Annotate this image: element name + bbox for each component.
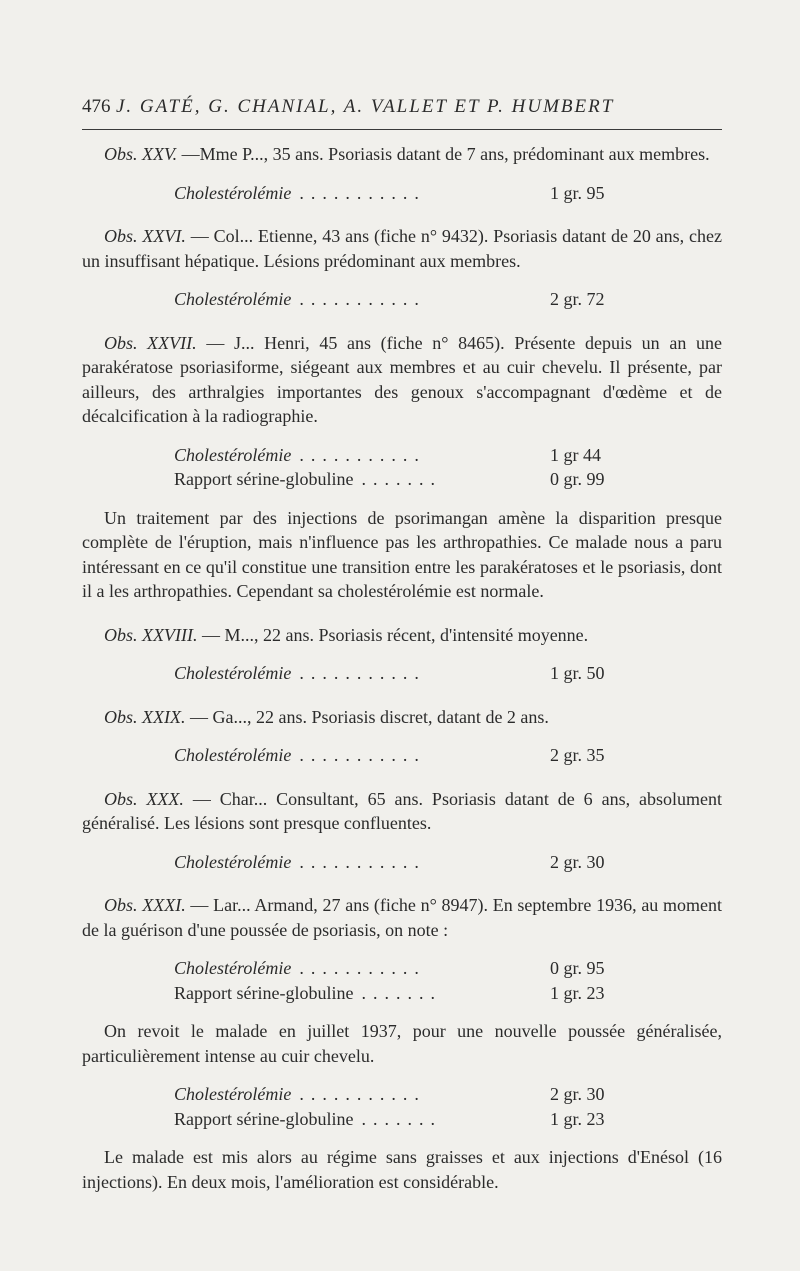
observation-26: [82, 224, 722, 273]
rapport-row: [174, 981, 642, 1006]
header-rule: [82, 129, 722, 130]
leader-dots: ...........: [299, 745, 426, 765]
cholesterol-row: [174, 181, 642, 206]
measure-label: Cholestérolémie: [174, 1084, 292, 1104]
observation-27-paragraph: Un traitement par des injections de psorimangan amène la disparition presque complète de l'éruption, mais n'influence pas les arthropathies. Ce malade nous a paru intéressant en ce qu'il constitue une transition entre les parakératoses et le psoriasis, dont il a les arthropathies. Cependant sa cholestérolémie est normale.: [82, 507, 722, 601]
cholesterol-row: [174, 850, 642, 875]
rapport-row: [174, 1107, 642, 1132]
leader-dots: ...........: [299, 289, 426, 309]
cholesterol-row: [174, 287, 642, 312]
measure-value: 1 gr. 23: [550, 1108, 605, 1129]
cholesterol-row: [174, 443, 642, 468]
measure-label: Rapport sérine-globuline: [174, 1108, 354, 1129]
observation-label: Obs. XXX.: [104, 788, 184, 809]
measure-value: 1 gr. 50: [550, 663, 605, 683]
leader-dots: ...........: [299, 444, 426, 465]
page-body: [82, 142, 722, 1194]
measure-label: Rapport sérine-globuline: [174, 982, 354, 1003]
measure-value: 2 gr. 30: [550, 1084, 605, 1104]
observation-29: [82, 705, 722, 730]
measure-value: 0 gr. 99: [550, 469, 605, 489]
measure-label: Cholestérolémie: [174, 745, 292, 765]
observation-label: Obs. XXVII.: [104, 332, 197, 353]
measure-label: Rapport sérine-globuline: [174, 469, 354, 489]
observation-text: — Col... Etienne, 43 ans (fiche n° 9432). Psoriasis datant de 20 ans, chez un insuffisant hépatique. Lésions prédominant aux membres.: [82, 226, 722, 271]
observation-31-paragraph-2: Le malade est mis alors au régime sans graisses et aux injections d'Enésol (16 injections). En deux mois, l'amélioration est considérable.: [82, 1147, 722, 1192]
leader-dots: ...........: [299, 851, 426, 872]
observation-text: — Ga..., 22 ans. Psoriasis discret, datant de 2 ans.: [185, 706, 549, 727]
measure-label: Cholestérolémie: [174, 182, 292, 203]
measure-value: 2 gr. 35: [550, 745, 605, 765]
cholesterol-row: [174, 661, 642, 686]
observation-30: [82, 787, 722, 836]
leader-dots: .......: [361, 469, 442, 489]
leader-dots: ...........: [299, 182, 426, 203]
measure-label: Cholestérolémie: [174, 444, 292, 465]
leader-dots: ...........: [299, 663, 426, 683]
observation-label: Obs. XXVIII.: [104, 624, 198, 645]
observation-25: [82, 142, 722, 167]
cholesterol-row: [174, 743, 642, 768]
page-header: [82, 96, 722, 126]
measure-value: 2 gr. 72: [550, 289, 605, 309]
observation-text: —Mme P..., 35 ans. Psoriasis datant de 7 ans, prédominant aux membres.: [177, 144, 710, 164]
leader-dots: ...........: [299, 958, 426, 978]
running-head: J. GATÉ, G. CHANIAL, A. VALLET ET P. HUMBERT: [116, 96, 615, 117]
observation-text: — J... Henri, 45 ans (fiche n° 8465). Présente depuis un an une parakératose psoriasiforme, siégeant aux membres et au cuir chevelu. Il présente, par ailleurs, des arthralgies importantes des genoux s'accompagnant d'œdème et de décalcification à la radiographie.: [82, 332, 722, 426]
measure-value: 1 gr. 23: [550, 982, 605, 1003]
cholesterol-row: [174, 1082, 642, 1107]
measure-value: 1 gr. 95: [550, 182, 605, 203]
leader-dots: .......: [361, 982, 442, 1003]
cholesterol-row: [174, 956, 642, 981]
measure-value: 0 gr. 95: [550, 958, 605, 978]
measure-value: 1 gr 44: [550, 444, 601, 465]
observation-label: Obs. XXVI.: [104, 226, 186, 246]
measure-label: Cholestérolémie: [174, 663, 292, 683]
leader-dots: ...........: [299, 1084, 426, 1104]
page-number: 476: [82, 96, 111, 117]
observation-28: [82, 623, 722, 648]
rapport-row: [174, 467, 642, 492]
leader-dots: .......: [361, 1108, 442, 1129]
measure-label: Cholestérolémie: [174, 851, 292, 872]
measure-label: Cholestérolémie: [174, 289, 292, 309]
observation-text: — M..., 22 ans. Psoriasis récent, d'intensité moyenne.: [197, 624, 589, 645]
observation-label: Obs. XXV.: [104, 144, 178, 164]
observation-label: Obs. XXXI.: [104, 895, 186, 915]
measure-label: Cholestérolémie: [174, 958, 292, 978]
measure-value: 2 gr. 30: [550, 851, 605, 872]
observation-27: [82, 331, 722, 429]
observation-31-paragraph-1: On revoit le malade en juillet 1937, pour une nouvelle poussée généralisée, particulièrement intense au cuir chevelu.: [82, 1021, 722, 1066]
observation-31: [82, 893, 722, 942]
observation-label: Obs. XXIX.: [104, 706, 186, 727]
observation-text: — Char... Consultant, 65 ans. Psoriasis datant de 6 ans, absolument généralisé. Les lésions sont presque confluentes.: [82, 788, 722, 833]
observation-text: — Lar... Armand, 27 ans (fiche n° 8947). En septembre 1936, au moment de la guérison d'une poussée de psoriasis, on note :: [82, 895, 723, 940]
